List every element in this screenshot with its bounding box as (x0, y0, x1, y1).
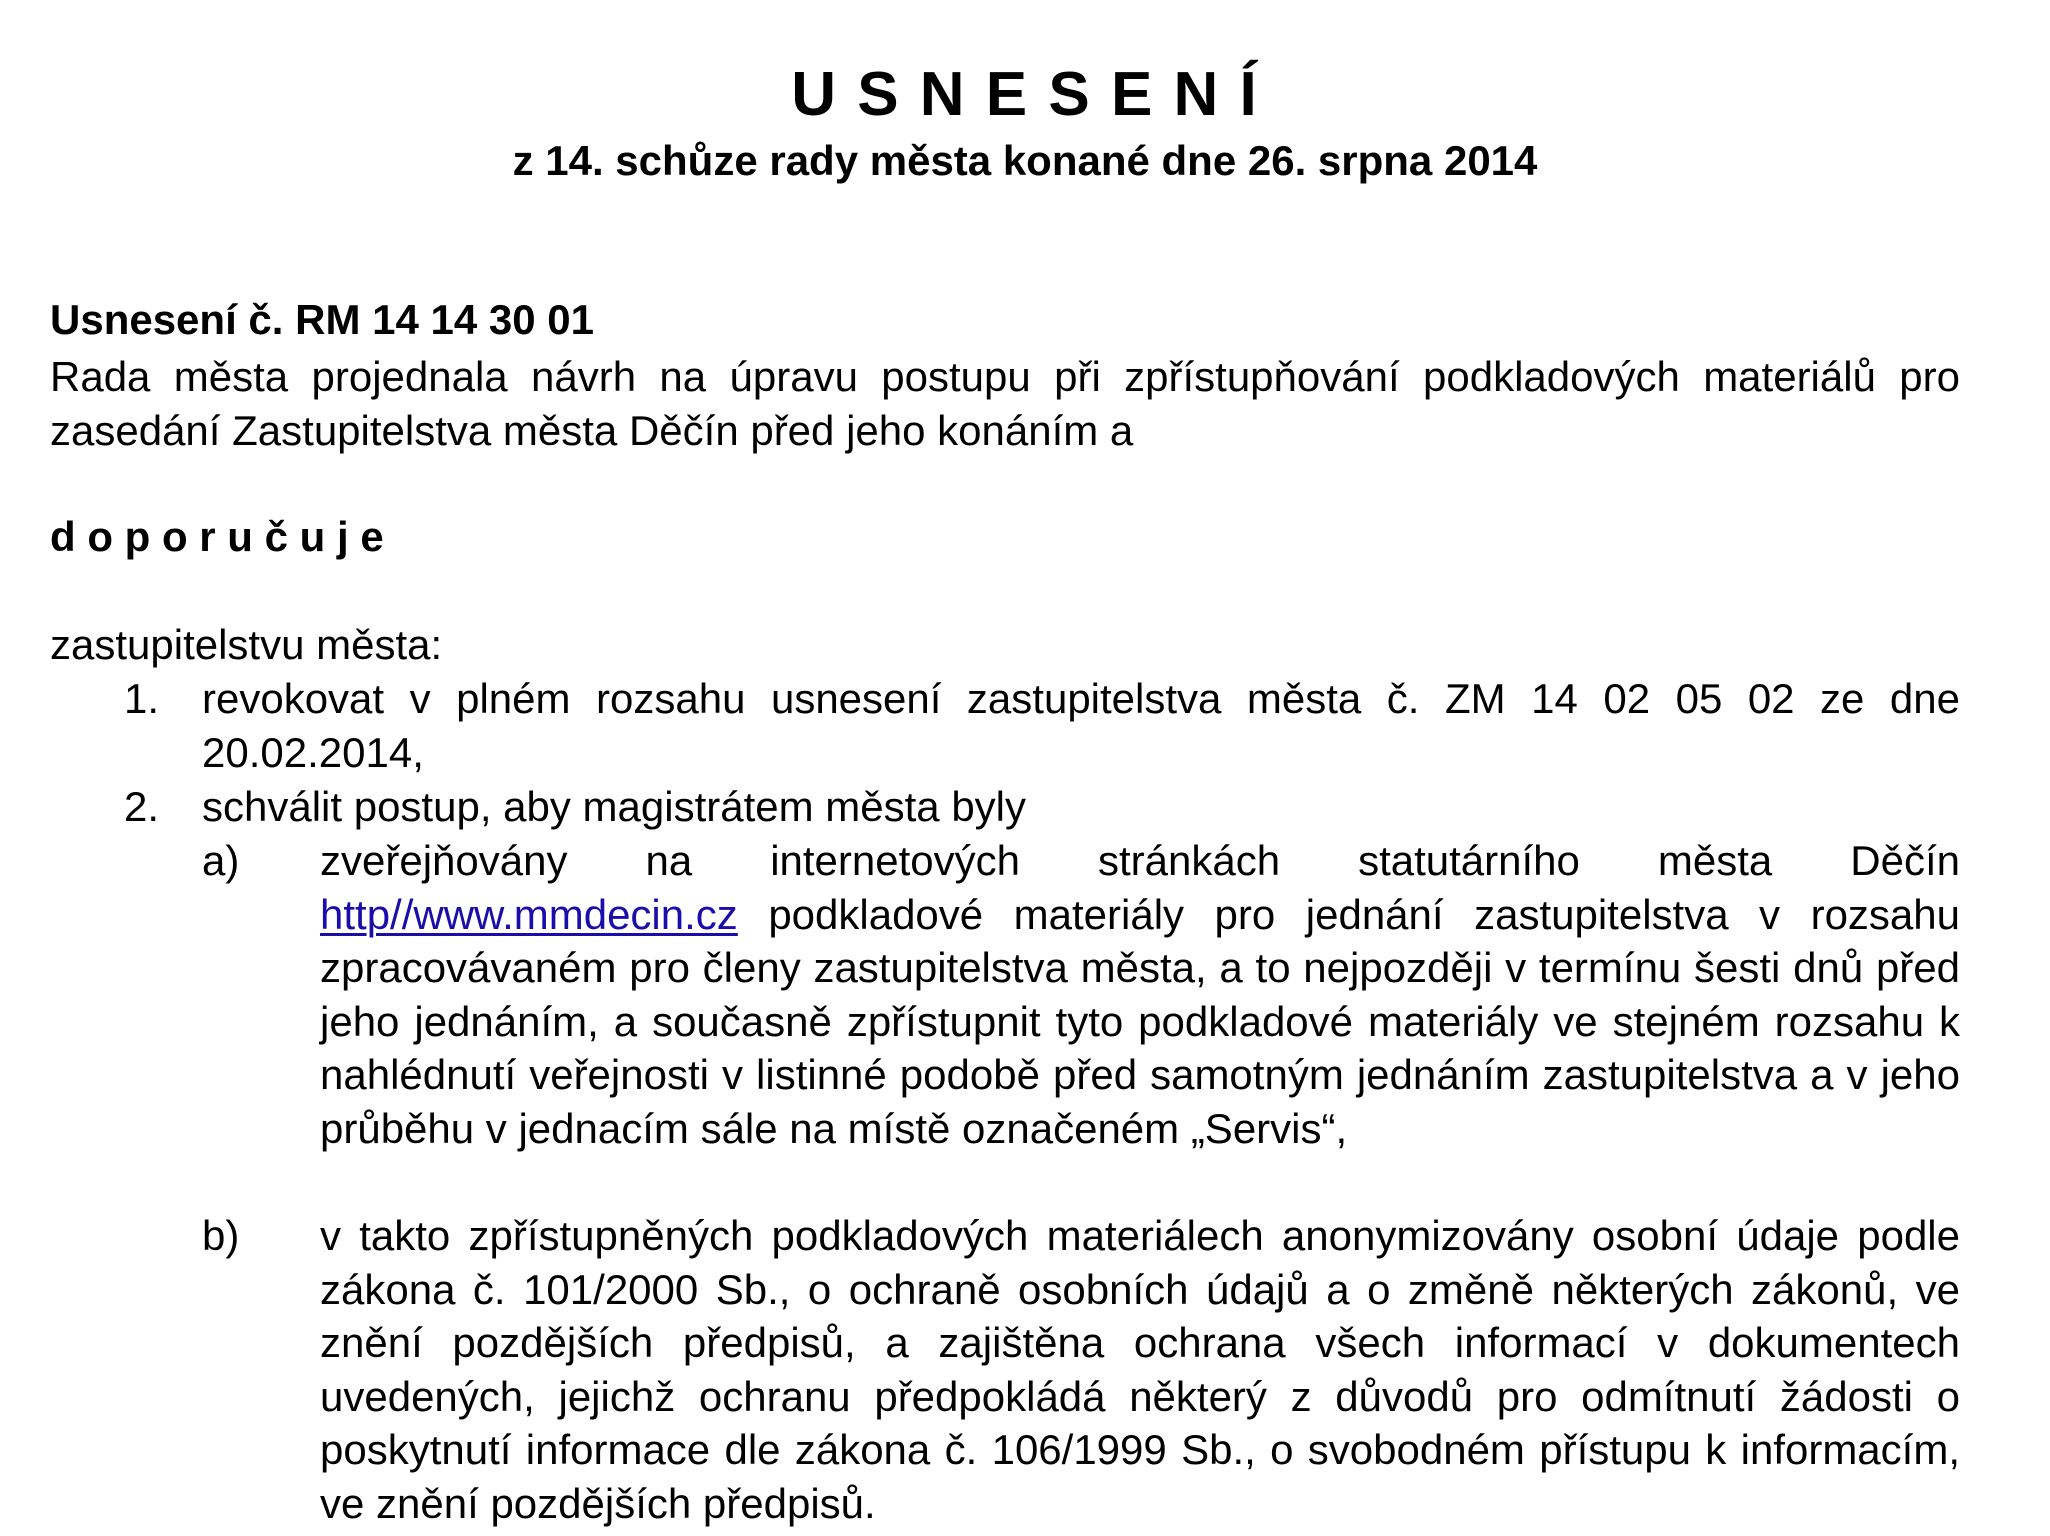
item-number: 1. (124, 675, 160, 722)
resolution-verb: d o p o r u č u j e (50, 513, 384, 560)
subitem-text-after: podkladové materiály pro jednání zastupitelstva v rozsahu zpracovávaném pro členy zastupitelstva města, a to nejpozději v termínu šesti dnů před jeho jednáním, a současně zpřístupnit tyto podkladové materiály ve stejném rozsahu k nahlédnutí veřejnosti v listinné podobě před samotným jednáním zastupitelstva a v jeho průběhu v jednacím sále na místě označeném „Servis“, (320, 890, 1960, 1152)
subitem-label: b) (202, 1212, 240, 1259)
subitem-text-before: zveřejňovány na internetových stránkách statutárního města Děčín (320, 837, 1960, 884)
subitem-text: v takto zpřístupněných podkladových materiálech anonymizovány osobní údaje podle zákona č. 101/2000 Sb., o ochraně osobních údajů a o změně některých zákonů, ve znění pozdějších předpisů, a zajištěna ochrana všech informací v dokumentech uvedených, jejichž ochranu předpokládá některý z důvodů pro odmítnutí žádosti o poskytnutí informace dle zákona č. 106/1999 Sb., o svobodném přístupu k informacím, ve znění pozdějších předpisů. (320, 1212, 1960, 1527)
resolution-number: Usnesení č. RM 14 14 30 01 (50, 296, 594, 343)
list-item-text: revokovat v plném rozsahu usnesení zastupitelstva města č. ZM 14 02 05 02 ze dne 20.02.2014, (202, 675, 1960, 776)
document-subtitle: z 14. schůze rady města konané dne 26. srpna 2014 (512, 137, 1538, 184)
list-item-text: schválit postup, aby magistrátem města byly (202, 783, 1027, 830)
resolution-intro: Rada města projednala návrh na úpravu postupu při zpřístupňování podkladových materiálů pro zasedání Zastupitelstva města Děčín před jeho konáním a (50, 353, 1960, 454)
document-title: U S N E S E N Í (791, 60, 1259, 129)
item-number: 2. (124, 783, 160, 830)
subitem-text (320, 834, 1960, 1155)
resolution-addressee: zastupitelstvu města: (50, 621, 443, 668)
subitem-label: a) (202, 837, 240, 884)
website-link[interactable]: http//www.mmdecin.cz (320, 890, 738, 938)
